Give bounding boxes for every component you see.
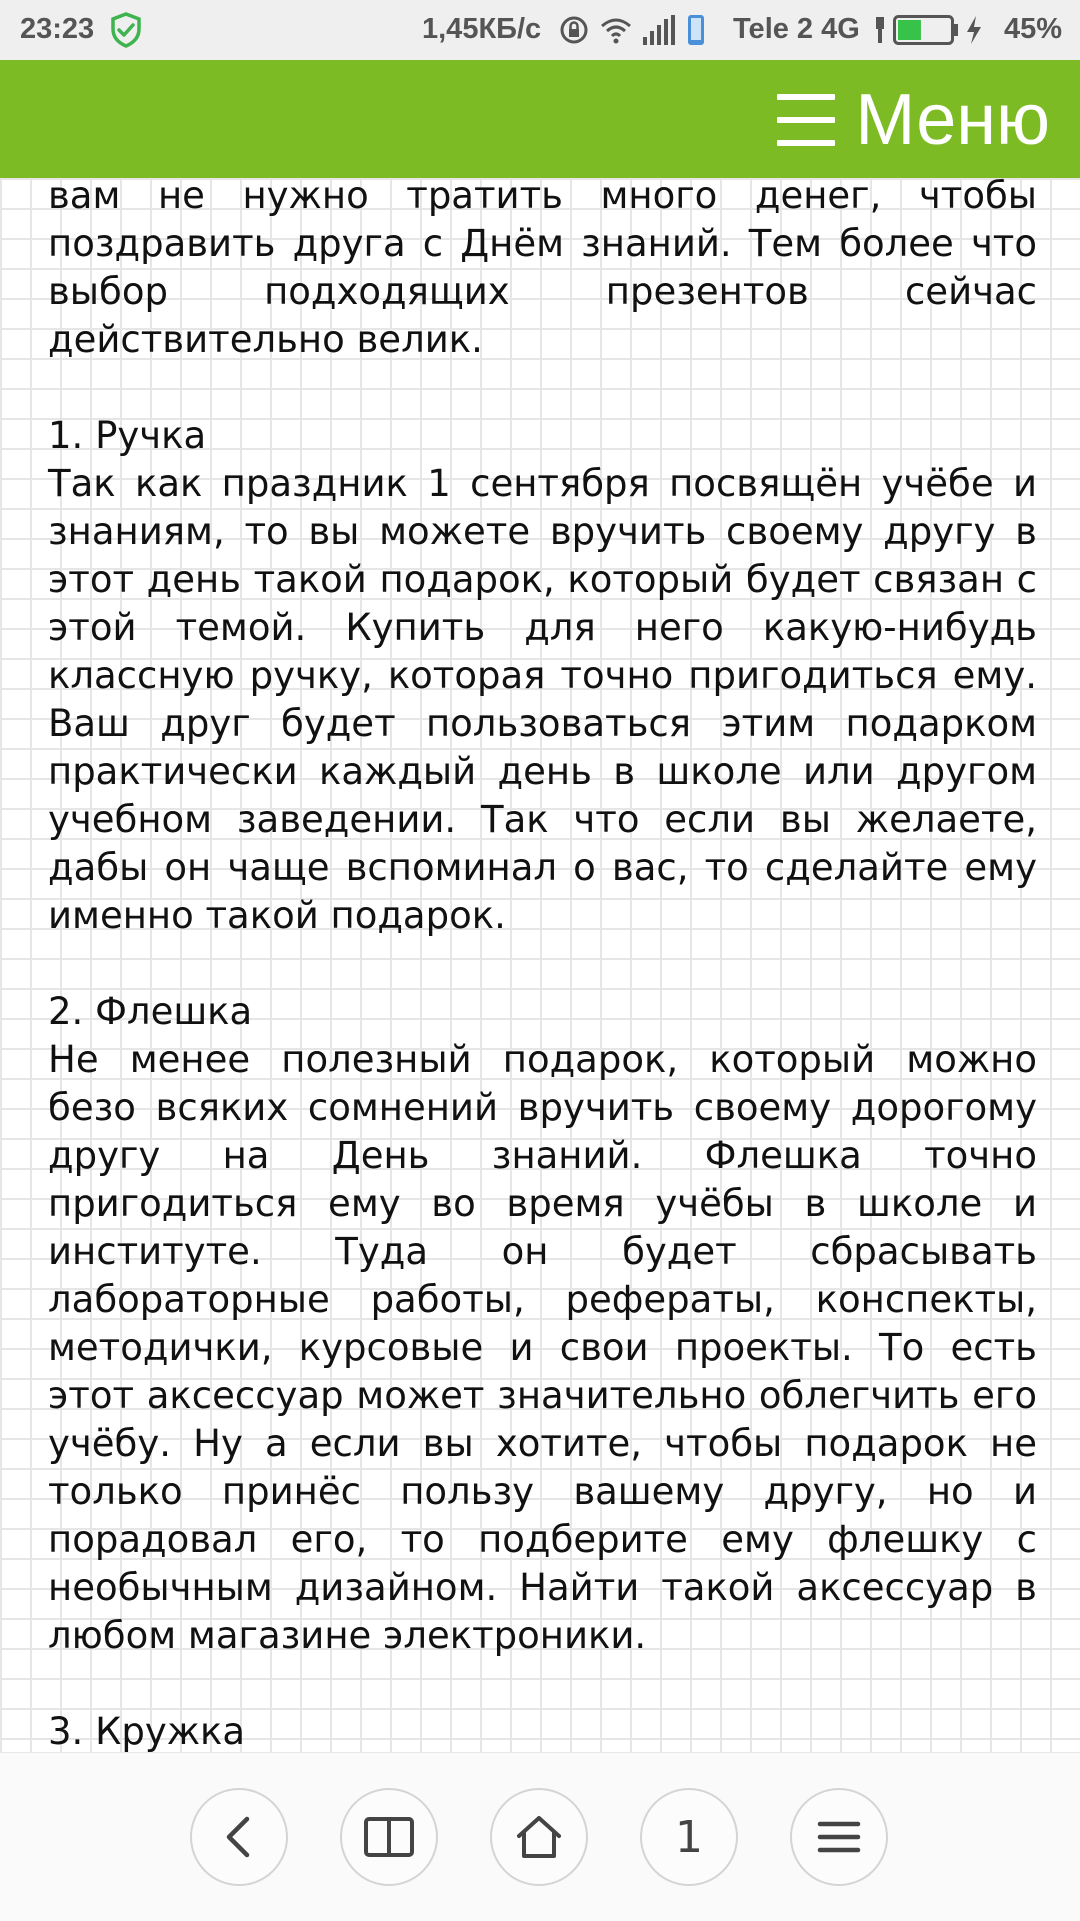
site-header <box>0 60 1080 178</box>
signal-icon <box>642 15 676 45</box>
menu-button[interactable] <box>777 82 1050 158</box>
home-icon <box>514 1814 564 1860</box>
tabs-counter: 1 <box>675 1811 703 1863</box>
carrier-name: Tele 2 4G <box>733 13 860 45</box>
section-heading: 2. Флешка <box>48 990 253 1033</box>
section-heading: 1. Ручка <box>48 414 207 457</box>
article-paragraph: вам не нужно тратить много денег, чтобы поздравить друга с Днём знаний. Тем более что выбор подходящих презентов сейчас действительно велик. <box>48 178 1037 361</box>
status-bar <box>0 0 1080 60</box>
article-paragraph: Так как праздник 1 сентября посвящён учёбе и знаниям, то вы можете вручить своему другу в этот день такой подарок, который будет связан с этой темой. Купить для него какую-нибудь классную ручку, которая точно пригодиться ему. Ваш друг будет пользоваться этим подарком практически каждый день в школе или другом учебном заведении. Так что если вы желаете, дабы он чаще вспоминал о вас, то сделайте ему именно такой подарок. <box>48 462 1037 937</box>
article-scroll-area[interactable] <box>0 178 1080 1752</box>
tabs-button[interactable] <box>640 1788 738 1886</box>
back-icon <box>219 1815 259 1859</box>
rotation-lock-icon <box>558 14 590 46</box>
charging-icon <box>965 15 983 45</box>
phone-icon <box>686 14 706 46</box>
usb-icon <box>873 15 887 45</box>
browser-menu-icon <box>817 1819 861 1855</box>
section-heading: 3. Кружка <box>48 1710 246 1752</box>
menu-label: Меню <box>855 80 1050 160</box>
battery-percent: 45% <box>1004 13 1063 45</box>
browser-menu-button[interactable] <box>790 1788 888 1886</box>
home-button[interactable] <box>490 1788 588 1886</box>
wifi-icon <box>600 16 632 44</box>
browser-bottom-bar <box>0 1752 1080 1921</box>
reading-mode-button[interactable] <box>340 1788 438 1886</box>
network-speed: 1,45КБ/с <box>422 13 542 45</box>
status-icons <box>558 12 706 48</box>
shield-check-icon <box>110 12 142 48</box>
reading-mode-icon <box>363 1816 415 1858</box>
back-button[interactable] <box>190 1788 288 1886</box>
hamburger-icon <box>777 94 835 146</box>
status-time: 23:23 <box>20 13 95 45</box>
article-body <box>48 178 1037 1752</box>
battery-icon <box>893 15 959 45</box>
battery-group <box>873 12 983 48</box>
article-paragraph: Не менее полезный подарок, который можно безо всяких сомнений вручить своему дорогому другу на День знаний. Флешка точно пригодиться ему во время учёбы в школе и институте. Туда он будет сбрасывать лабораторные работы, рефераты, конспекты, методички, курсовые и свои проекты. То есть этот аксессуар может значительно облегчить его учёбу. Ну а если вы хотите, чтобы подарок не только принёс пользу вашему другу, но и порадовал его, то подберите ему флешку с необычным дизайном. Найти такой аксессуар в любом магазине электроники. <box>48 1038 1037 1657</box>
